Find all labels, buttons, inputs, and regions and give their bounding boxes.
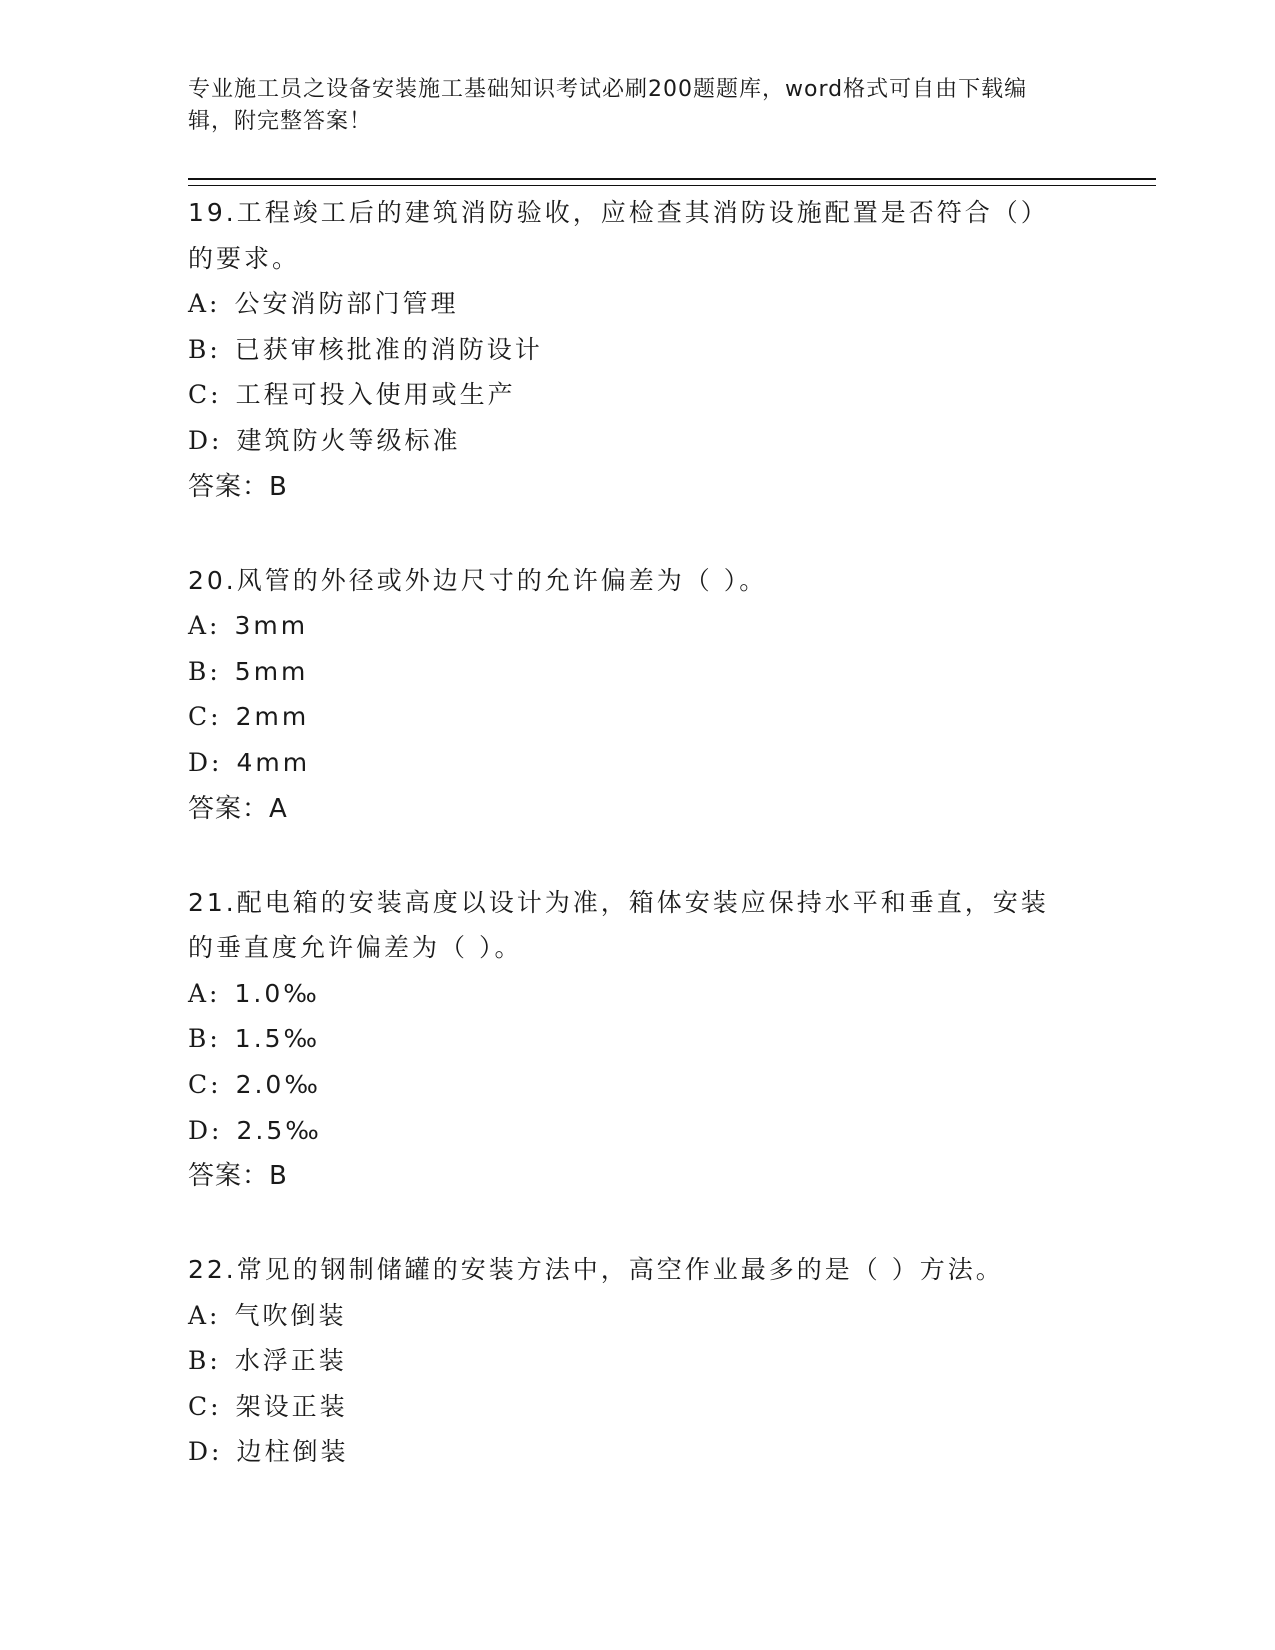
option-c bbox=[188, 1062, 1088, 1108]
option-text: 3mm bbox=[234, 611, 309, 641]
option-key: B: bbox=[188, 334, 221, 364]
answer-line: 答案：B bbox=[188, 1161, 288, 1192]
option-text: 2.5‰ bbox=[236, 1115, 322, 1145]
question-21 bbox=[188, 880, 1088, 1200]
option-a bbox=[188, 281, 1088, 327]
option-text: 2.0‰ bbox=[235, 1069, 321, 1099]
option-d bbox=[188, 1429, 1088, 1475]
question-stem: 20.风管的外径或外边尺寸的允许偏差为（ ）。 bbox=[188, 565, 768, 595]
option-b bbox=[188, 1338, 1088, 1384]
option-key: C: bbox=[188, 1391, 222, 1421]
option-key: B: bbox=[188, 1024, 221, 1054]
option-text: 架设正装 bbox=[235, 1391, 348, 1421]
option-d bbox=[188, 418, 1088, 464]
question-22 bbox=[188, 1247, 1088, 1475]
option-text: 1.5‰ bbox=[234, 1024, 321, 1054]
header-divider bbox=[188, 178, 1156, 186]
option-key: D: bbox=[188, 425, 223, 455]
question-19 bbox=[188, 190, 1088, 510]
option-text: 工程可投入使用或生产 bbox=[235, 380, 516, 410]
document-header: 专业施工员之设备安装施工基础知识考试必刷200题题库，word格式可自由下载编辑，附完整答案！ bbox=[188, 77, 1028, 134]
answer-line: 答案：B bbox=[188, 471, 288, 502]
option-key: D: bbox=[188, 1115, 223, 1145]
question-stem: 19.工程竣工后的建筑消防验收，应检查其消防设施配置是否符合（）的要求。 bbox=[188, 198, 1049, 273]
option-text: 1.0‰ bbox=[234, 978, 320, 1008]
option-key: A: bbox=[188, 289, 221, 319]
option-b bbox=[188, 327, 1088, 373]
option-a bbox=[188, 1293, 1088, 1339]
option-text: 2mm bbox=[235, 702, 310, 732]
option-text: 水浮正装 bbox=[234, 1346, 347, 1376]
option-text: 5mm bbox=[234, 656, 309, 686]
option-d bbox=[188, 740, 1088, 786]
option-a bbox=[188, 971, 1088, 1017]
option-text: 边柱倒装 bbox=[236, 1437, 349, 1467]
option-text: 4mm bbox=[236, 747, 311, 777]
option-c bbox=[188, 372, 1088, 418]
question-20 bbox=[188, 558, 1088, 832]
answer-line: 答案：A bbox=[188, 793, 288, 824]
option-d bbox=[188, 1108, 1088, 1154]
option-key: D: bbox=[188, 747, 223, 777]
option-b bbox=[188, 649, 1088, 695]
option-key: B: bbox=[188, 656, 221, 686]
option-key: A: bbox=[188, 978, 221, 1008]
question-stem: 22.常见的钢制储罐的安装方法中，高空作业最多的是（ ）方法。 bbox=[188, 1255, 1004, 1285]
option-key: B: bbox=[188, 1346, 221, 1376]
option-text: 已获审核批准的消防设计 bbox=[234, 334, 543, 364]
option-text: 公安消防部门管理 bbox=[234, 289, 459, 319]
option-b bbox=[188, 1016, 1088, 1062]
option-text: 气吹倒装 bbox=[234, 1300, 347, 1330]
option-text: 建筑防火等级标准 bbox=[236, 425, 461, 455]
option-key: A: bbox=[188, 1300, 221, 1330]
option-c bbox=[188, 1384, 1088, 1430]
option-key: D: bbox=[188, 1437, 223, 1467]
question-list bbox=[188, 190, 1088, 1523]
question-stem: 21.配电箱的安装高度以设计为准，箱体安装应保持水平和垂直，安装的垂直度允许偏差为（ ）。 bbox=[188, 887, 1049, 963]
option-key: A: bbox=[188, 611, 221, 641]
option-a bbox=[188, 603, 1088, 649]
option-c bbox=[188, 694, 1088, 740]
option-key: C: bbox=[188, 702, 222, 732]
option-key: C: bbox=[188, 1069, 222, 1099]
option-key: C: bbox=[188, 380, 222, 410]
